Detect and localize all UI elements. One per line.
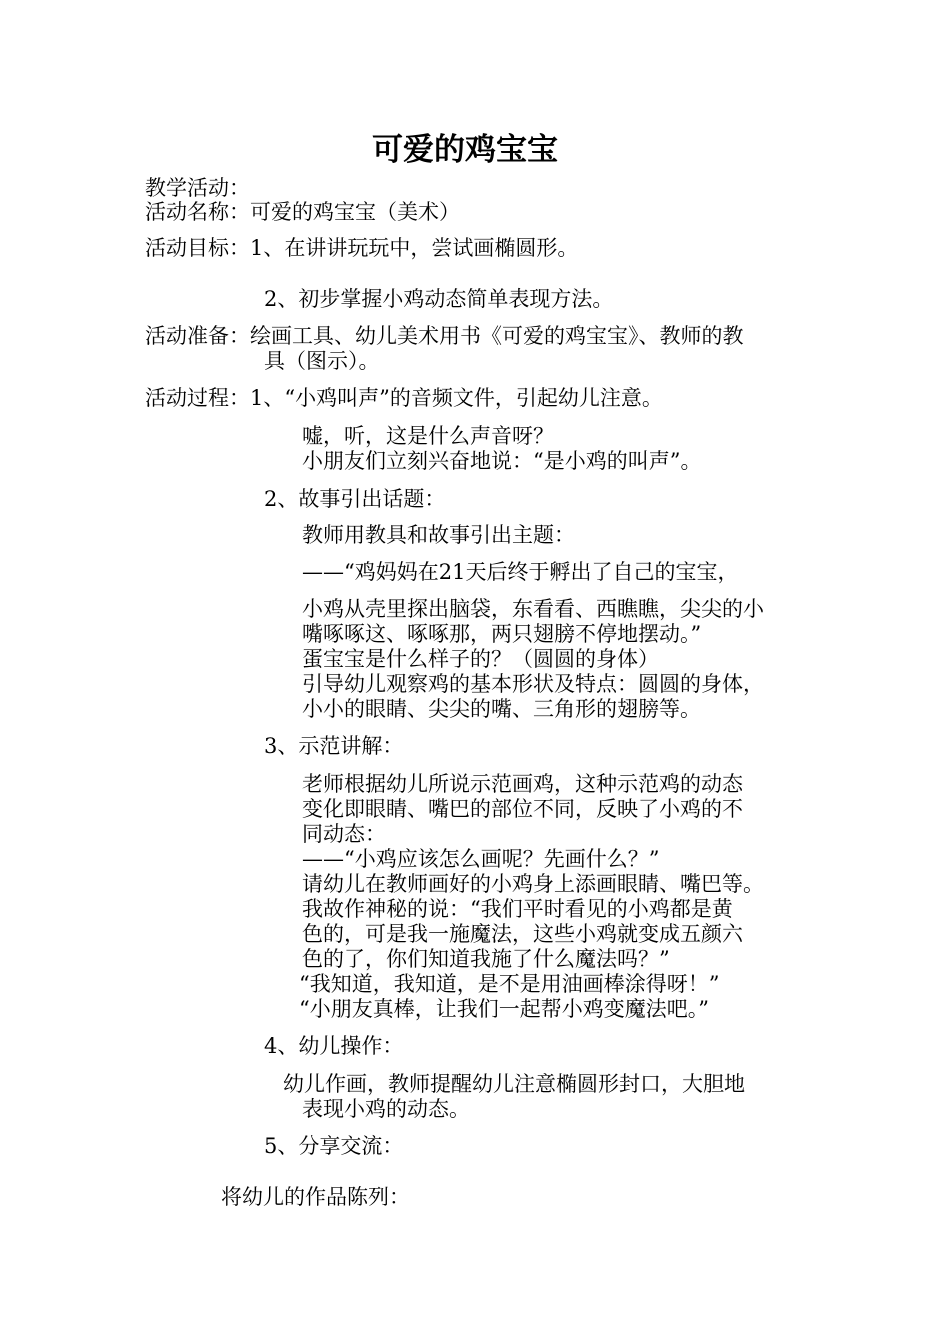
text-line: 3、示范讲解：	[264, 734, 404, 758]
text-line: 蛋宝宝是什么样子的？（圆圆的身体）	[302, 647, 659, 671]
text-line: 将幼儿的作品陈列：	[221, 1185, 410, 1209]
text-line: 请幼儿在教师画好的小鸡身上添画眼睛、嘴巴等。	[302, 872, 764, 896]
text-line: 色的，可是我一施魔法，这些小鸡就变成五颜六	[302, 922, 743, 946]
text-line: 小朋友们立刻兴奋地说：“是小鸡的叫声”。	[302, 449, 702, 473]
text-line: 活动目标：1、在讲讲玩玩中，尝试画椭圆形。	[145, 236, 579, 260]
text-line: 教师用教具和故事引出主题：	[302, 523, 575, 547]
document-title: 可爱的鸡宝宝	[372, 132, 558, 168]
text-line: ——“小鸡应该怎么画呢？先画什么？”	[302, 847, 660, 871]
text-line: 变化即眼睛、嘴巴的部位不同，反映了小鸡的不	[302, 797, 743, 821]
text-line: 5、分享交流：	[264, 1134, 404, 1158]
text-line: 色的了，你们知道我施了什么魔法吗？”	[302, 947, 670, 971]
text-line: “小朋友真棒，让我们一起帮小鸡变魔法吧。”	[299, 997, 709, 1021]
text-line: 具（图示）。	[264, 349, 380, 373]
text-line: 小鸡从壳里探出脑袋，东看看、西瞧瞧，尖尖的小	[302, 597, 764, 621]
text-line: “我知道，我知道，是不是用油画棒涂得呀！”	[299, 972, 720, 996]
text-line: 嘘，听，这是什么声音呀？	[302, 424, 554, 448]
text-line: 嘴啄啄这、啄啄那，两只翅膀不停地摆动。”	[302, 622, 702, 646]
text-line: 2、初步掌握小鸡动态简单表现方法。	[264, 287, 614, 311]
text-line: 引导幼儿观察鸡的基本形状及特点：圆圆的身体，	[302, 672, 764, 696]
text-line: 教学活动：	[145, 176, 250, 200]
text-line: 我故作神秘的说：“我们平时看见的小鸡都是黄	[302, 897, 733, 921]
text-line: 幼儿作画，教师提醒幼儿注意椭圆形封口，大胆地	[283, 1072, 745, 1096]
text-line: ——“鸡妈妈在21天后终于孵出了自己的宝宝，	[302, 560, 739, 584]
text-line: 小小的眼睛、尖尖的嘴、三角形的翅膀等。	[302, 697, 701, 721]
text-line: 4、幼儿操作：	[264, 1034, 404, 1058]
text-line: 2、故事引出话题：	[264, 487, 446, 511]
text-line: 活动名称：可爱的鸡宝宝（美术）	[145, 200, 460, 224]
text-line: 同动态：	[302, 822, 386, 846]
text-line: 表现小鸡的动态。	[302, 1097, 470, 1121]
text-line: 活动过程：1、“小鸡叫声”的音频文件，引起幼儿注意。	[145, 386, 663, 410]
text-line: 活动准备：绘画工具、幼儿美术用书《可爱的鸡宝宝》、教师的教	[145, 324, 744, 348]
text-line: 老师根据幼儿所说示范画鸡，这种示范鸡的动态	[302, 772, 743, 796]
